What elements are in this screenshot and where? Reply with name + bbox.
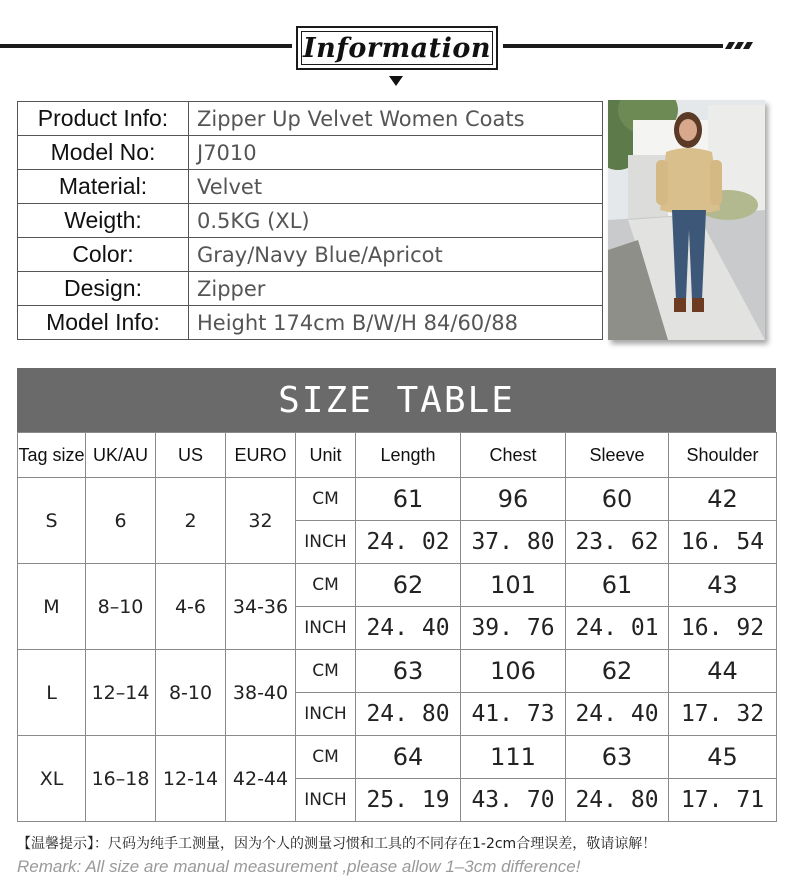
measurement-cell: 24. 80	[356, 693, 461, 736]
measurement-cell: 24. 01	[566, 607, 669, 650]
uk-au-cell: 8–10	[86, 564, 156, 650]
us-cell: 4-6	[156, 564, 226, 650]
remark-chinese: 【温馨提示】：尺码为纯手工测量，因为个人的测量习惯和工具的不同存在1-2cm合理误差，敬请谅解！	[17, 836, 657, 852]
us-cell: 12-14	[156, 736, 226, 822]
measurement-cell: 111	[461, 736, 566, 779]
size-row-cm	[18, 564, 777, 607]
info-key: Model No:	[18, 136, 189, 170]
euro-cell: 34-36	[226, 564, 296, 650]
info-value: J7010	[189, 136, 603, 170]
column-header: Chest	[461, 433, 566, 478]
size-table	[17, 432, 777, 822]
tag-size-cell: L	[18, 650, 86, 736]
measurement-cell: 44	[669, 650, 777, 693]
measurement-cell: 37. 80	[461, 521, 566, 564]
measurement-cell: 43. 70	[461, 779, 566, 822]
measurement-cell: 61	[566, 564, 669, 607]
column-header: Shoulder	[669, 433, 777, 478]
measurement-cell: 62	[566, 650, 669, 693]
column-header: US	[156, 433, 226, 478]
info-row	[18, 272, 603, 306]
model-photo	[608, 100, 765, 340]
info-row	[18, 306, 603, 340]
header-rule-right	[503, 44, 723, 48]
uk-au-cell: 16–18	[86, 736, 156, 822]
measurement-cell: 64	[356, 736, 461, 779]
info-key: Product Info:	[18, 102, 189, 136]
product-info-table	[17, 101, 603, 340]
uk-au-cell: 6	[86, 478, 156, 564]
info-row	[18, 136, 603, 170]
unit-cell: INCH	[296, 779, 356, 822]
title-frame	[296, 26, 498, 70]
us-cell: 8-10	[156, 650, 226, 736]
info-row	[18, 238, 603, 272]
column-header: Length	[356, 433, 461, 478]
column-header: Tag size	[18, 433, 86, 478]
info-value: Gray/Navy Blue/Apricot	[189, 238, 603, 272]
measurement-cell: 63	[566, 736, 669, 779]
info-value: 0.5KG (XL)	[189, 204, 603, 238]
info-key: Design:	[18, 272, 189, 306]
measurement-cell: 39. 76	[461, 607, 566, 650]
measurement-cell: 17. 32	[669, 693, 777, 736]
uk-au-cell: 12–14	[86, 650, 156, 736]
info-key: Model Info:	[18, 306, 189, 340]
tag-size-cell: XL	[18, 736, 86, 822]
section-title: Information	[302, 32, 492, 64]
size-header-row	[18, 433, 777, 478]
measurement-cell: 24. 02	[356, 521, 461, 564]
measurement-cell: 45	[669, 736, 777, 779]
measurement-cell: 24. 40	[566, 693, 669, 736]
info-row	[18, 102, 603, 136]
unit-cell: INCH	[296, 521, 356, 564]
info-row	[18, 170, 603, 204]
unit-cell: CM	[296, 736, 356, 779]
measurement-cell: 17. 71	[669, 779, 777, 822]
down-arrow-icon	[389, 76, 403, 86]
measurement-cell: 43	[669, 564, 777, 607]
unit-cell: CM	[296, 564, 356, 607]
header-rule-left	[0, 44, 292, 48]
measurement-cell: 24. 80	[566, 779, 669, 822]
measurement-cell: 42	[669, 478, 777, 521]
us-cell: 2	[156, 478, 226, 564]
euro-cell: 42-44	[226, 736, 296, 822]
info-row	[18, 204, 603, 238]
size-row-cm	[18, 650, 777, 693]
unit-cell: INCH	[296, 693, 356, 736]
tag-size-cell: M	[18, 564, 86, 650]
tag-size-cell: S	[18, 478, 86, 564]
euro-cell: 38-40	[226, 650, 296, 736]
measurement-cell: 16. 92	[669, 607, 777, 650]
measurement-cell: 25. 19	[356, 779, 461, 822]
measurement-cell: 41. 73	[461, 693, 566, 736]
model-photo-illustration	[608, 100, 765, 340]
measurement-cell: 23. 62	[566, 521, 669, 564]
info-value: Height 174cm B/W/H 84/60/88	[189, 306, 603, 340]
size-row-cm	[18, 478, 777, 521]
measurement-cell: 16. 54	[669, 521, 777, 564]
size-row-cm	[18, 736, 777, 779]
measurement-cell: 96	[461, 478, 566, 521]
unit-cell: CM	[296, 650, 356, 693]
header-dash	[743, 42, 753, 49]
measurement-cell: 60	[566, 478, 669, 521]
measurement-cell: 61	[356, 478, 461, 521]
info-key: Color:	[18, 238, 189, 272]
info-value: Velvet	[189, 170, 603, 204]
size-table-title: SIZE TABLE	[17, 368, 776, 432]
info-value: Zipper	[189, 272, 603, 306]
info-value: Zipper Up Velvet Women Coats	[189, 102, 603, 136]
measurement-cell: 106	[461, 650, 566, 693]
measurement-cell: 63	[356, 650, 461, 693]
euro-cell: 32	[226, 478, 296, 564]
column-header: Sleeve	[566, 433, 669, 478]
measurement-cell: 101	[461, 564, 566, 607]
info-key: Weigth:	[18, 204, 189, 238]
remark-english: Remark: All size are manual measurement ,please allow 1–3cm difference!	[17, 857, 581, 876]
measurement-cell: 62	[356, 564, 461, 607]
info-key: Material:	[18, 170, 189, 204]
unit-cell: INCH	[296, 607, 356, 650]
column-header: Unit	[296, 433, 356, 478]
measurement-cell: 24. 40	[356, 607, 461, 650]
column-header: EURO	[226, 433, 296, 478]
unit-cell: CM	[296, 478, 356, 521]
column-header: UK/AU	[86, 433, 156, 478]
